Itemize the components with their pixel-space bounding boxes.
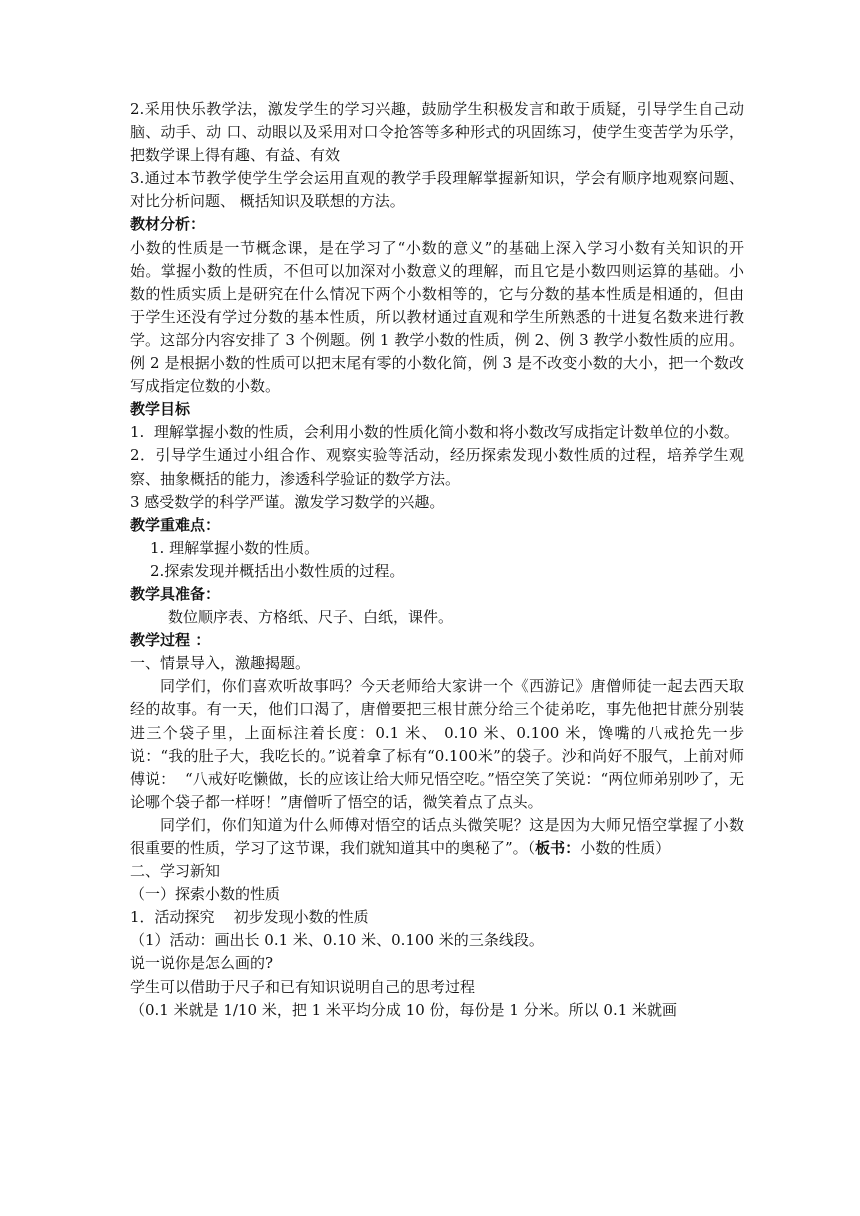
heading-teaching-goals: 教学目标 [130, 400, 191, 419]
heading-teaching-process: 教学过程 ： [130, 631, 211, 650]
paragraph-goal-3: 3.通过本节教学使学生学会运用直观的教学手段理解掌握新知识，学会有顺序地观察问题、对比分析问题、 概括知识及联想的方法。 [130, 169, 744, 211]
paragraph-goal-item-1: 1. 理解掌握小数的性质，会利用小数的性质化简小数和将小数改写成指定计数单位的小数。 [130, 423, 739, 442]
document-page [130, 98, 744, 1022]
paragraph-story: 同学们，你们喜欢听故事吗？今天老师给大家讲一个《西游记》唐僧师徒一起去西天取经的故事。有一天，他们口渴了，唐僧要把三根甘蔗分给三个徒弟吃，事先他把甘蔗分别装进三个袋子里，上面标注着长度：0.1 米、 0.10 米、0.100 米，馋嘴的八戒抢先一步说：“我的肚子大，我吃长的。”说着拿了标有“0.100米”的袋子。沙和尚好不服气，上前对师傅说： “八戒好吃懒做，长的应该让给大师兄悟空吃。”悟空笑了笑说：“两位师弟别吵了，无论哪个袋子都一样呀！”唐僧听了悟空的话，微笑着点了点头。 [130, 677, 744, 811]
heading-teaching-tools: 教学具准备： [130, 584, 221, 603]
paragraph-section-1: 一、情景导入，激趣揭题。 [130, 654, 311, 673]
paragraph-student-thinking: 学生可以借助于尺子和已有知识说明自己的思考过程 [130, 977, 476, 996]
board-content: 小数的性质） [580, 839, 671, 857]
paragraph-material-analysis: 小数的性质是一节概念课，是在学习了“小数的意义”的基础上深入学习小数有关知识的开始。掌握小数的性质，不但可以加深对小数意义的理解，而且它是小数四则运算的基础。小数的性质实质上是研究在什么情况下两个小数相等的，它与分数的基本性质是相通的，但由于学生还没有学过分数的基本性质，所以教材通过直观和学生所熟悉的十进复名数来进行教学。这部分内容安排了 3 个例题。例 1 教学小数的性质，例 2、例 3 教学小数性质的应用。例 2 是根据小数的性质可以把末尾有零的小数化简，例 3 是不改变小数的大小，把一个数改写成指定位数的小数。 [130, 238, 744, 396]
paragraph-teaching-tools: 数位顺序表、方格纸、尺子、白纸，课件。 [168, 608, 454, 627]
paragraph-explanation: （0.1 米就是 1/10 米，把 1 米平均分成 10 份，每份是 1 分米。所以 0.1 米就画 [130, 1000, 678, 1019]
paragraph-question: 说一说你是怎么画的? [130, 954, 274, 973]
paragraph-key-point-2: 2.探索发现并概括出小数性质的过程。 [150, 561, 405, 580]
story-conclusion-text: 同学们，你们知道为什么师傅对悟空的话点头微笑呢？这是因为大师兄悟空掌握了小数很重要的性质，学习了这节课，我们就知道其中的奥秘了”。（ [130, 815, 744, 857]
paragraph-section-2: 二、学习新知 [130, 862, 221, 881]
heading-material-analysis: 教材分析： [130, 215, 206, 234]
paragraph-goal-2: 2.采用快乐教学法，激发学生的学习兴趣，鼓励学生积极发言和敢于质疑，引导学生自己动脑、动手、动 口、动眼以及采用对口令抢答等多种形式的巩固练习，使学生变苦学为乐学，把数学课上得有趣、有益、有效 [130, 100, 744, 165]
paragraph-subsection-1: （一）探索小数的性质 [130, 885, 281, 904]
board-label: 板书： [535, 839, 581, 857]
paragraph-story-conclusion [130, 814, 744, 860]
paragraph-goal-item-2: 2．引导学生通过小组合作、观察实验等活动，经历探索发现小数性质的过程，培养学生观察、抽象概括的能力，渗透科学验证的数学方法。 [130, 446, 744, 488]
paragraph-activity-title: 1．活动探究 初步发现小数的性质 [130, 908, 369, 927]
paragraph-activity-1: （1）活动：画出长 0.1 米、0.10 米、0.100 米的三条线段。 [130, 931, 544, 950]
paragraph-key-point-1: 1. 理解掌握小数的性质。 [150, 538, 320, 557]
heading-key-points: 教学重难点： [130, 515, 221, 534]
paragraph-goal-item-3: 3 感受数学的科学严谨。激发学习数学的兴趣。 [130, 492, 445, 511]
